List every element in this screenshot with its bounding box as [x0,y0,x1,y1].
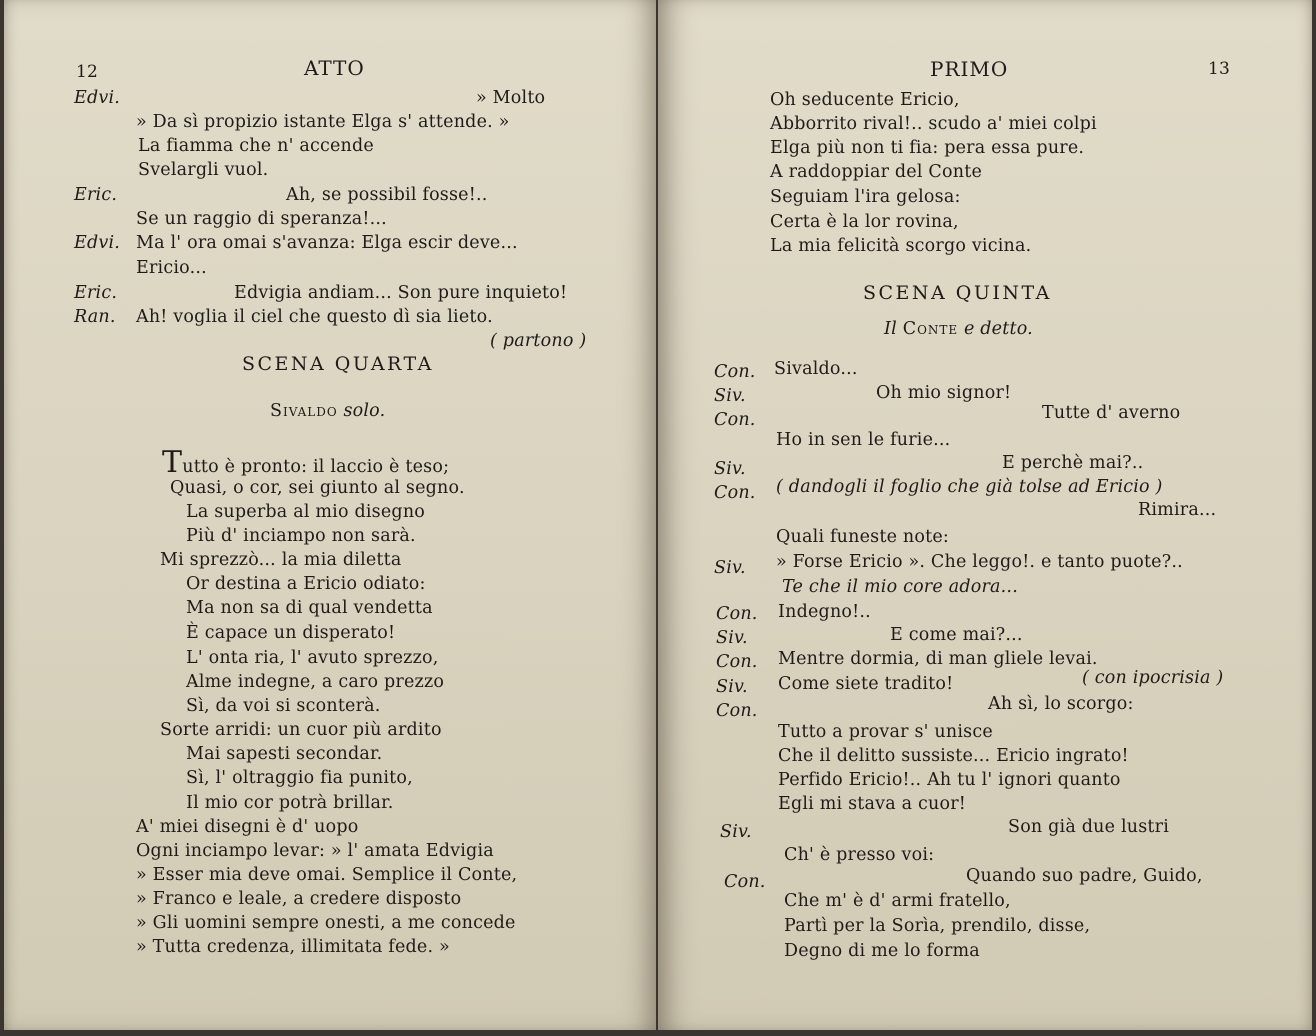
verse-line: » Molto [476,88,546,108]
scene-title: SCENA QUINTA [863,282,1052,304]
verse-line: Te che il mio core adora... [782,577,1018,597]
left-page [4,0,656,1030]
verse-line: Ericio... [136,258,207,278]
verse-line: Più d' inciampo non sarà. [186,526,416,546]
verse-line: Mai sapesti secondar. [186,744,383,764]
drop-cap: T [162,445,183,480]
verse-line: Che m' è d' armi fratello, [784,891,1011,911]
verse-line: La superba al mio disegno [186,502,426,522]
speaker-label: Con. [716,604,758,624]
verse-line: Quasi, o cor, sei giunto al segno. [170,478,465,498]
scene-cast: Il Conte e detto. [884,319,1033,339]
verse-line: Che il delitto sussiste... Ericio ingrato! [778,746,1129,766]
verse-line: Se un raggio di speranza!... [136,209,387,229]
verse-line: Tutto a provar s' unisce [778,722,993,742]
verse-line: L' onta ria, l' avuto sprezzo, [186,648,439,668]
verse-line: Mi sprezzò... la mia diletta [160,550,402,570]
running-head: PRIMO [930,57,1009,81]
verse-line: Ah sì, lo scorgo: [988,694,1134,714]
verse-line: Perfido Ericio!.. Ah tu l' ignori quanto [778,770,1121,790]
verse-line: Ho in sen le furie... [776,430,951,450]
speaker-label: Siv. [716,628,748,648]
verse-line: » Esser mia deve omai. Semplice il Conte, [136,865,518,885]
speaker-label: Siv. [714,386,746,406]
speaker-label: Con. [716,652,758,672]
verse-line: Rimira... [1138,500,1217,520]
speaker-label: Eric. [74,185,118,205]
speaker-label: Con. [714,362,756,382]
running-head: ATTO [304,56,365,80]
verse-line: Oh seducente Ericio, [770,90,960,110]
verse-line: A raddoppiar del Conte [770,162,983,182]
verse-line: Alme indegne, a caro prezzo [186,672,445,692]
speaker-label: Con. [724,872,766,892]
verse-line: Certa è la lor rovina, [770,212,959,232]
verse-line: Son già due lustri [1008,817,1169,837]
stage-direction: ( dandogli il foglio che già tolse ad Ericio ) [776,477,1163,497]
verse-line: » Da sì propizio istante Elga s' attende. » [136,112,510,132]
verse-line: E come mai?... [890,625,1023,645]
verse-line: Tutto è pronto: il laccio è teso; [162,445,450,480]
verse-line: Svelargli vuol. [138,160,269,180]
speaker-label: Siv. [716,677,748,697]
cast-note: solo. [343,401,386,421]
verse-line: Egli mi stava a cuor! [778,794,967,814]
verse-line: Or destina a Ericio odiato: [186,574,426,594]
verse-line: Indegno!.. [778,602,871,622]
verse-line: Seguiam l'ira gelosa: [770,187,961,207]
verse-line: Ah! voglia il ciel che questo dì sia lieto. [136,307,493,327]
page-number: 13 [1208,59,1231,79]
verse-line: Degno di me lo forma [784,941,980,961]
stage-direction: ( con ipocrisia ) [1082,668,1224,688]
verse-line: Sì, l' oltraggio fia punito, [186,768,413,788]
speaker-label: Edvi. [74,233,121,253]
speaker-label: Con. [714,483,756,503]
verse-line: Elga più non ti fia: pera essa pure. [770,138,1085,158]
stage-direction: ( partono ) [490,331,587,351]
verse-line: Ah, se possibil fosse!.. [286,185,488,205]
verse-line: Ch' è presso voi: [784,845,935,865]
verse-line: Il mio cor potrà brillar. [186,793,394,813]
speaker-label: Con. [714,410,756,430]
right-page [658,0,1312,1030]
verse-line: Ma l' ora omai s'avanza: Elga escir deve... [136,233,518,253]
scene-title: SCENA QUARTA [242,353,434,375]
verse-line: La mia felicità scorgo vicina. [770,236,1032,256]
verse-line: » Forse Ericio ». Che leggo!. e tanto puote?.. [776,552,1183,572]
page-number: 12 [76,62,99,82]
verse-line: La fiamma che n' accende [138,136,374,156]
verse-line: Ogni inciampo levar: » l' amata Edvigia [136,841,494,861]
character-name: Sivaldo [270,401,338,421]
speaker-label: Con. [716,701,758,721]
verse-line: Come siete tradito! [778,674,954,694]
speaker-label: Eric. [74,283,118,303]
speaker-label: Siv. [720,822,752,842]
verse-line: E perchè mai?.. [1002,453,1144,473]
speaker-label: Siv. [714,558,746,578]
verse-line: Quando suo padre, Guido, [966,866,1203,886]
verse-line: Edvigia andiam... Son pure inquieto! [234,283,568,303]
verse-line: Partì per la Sorìa, prendilo, disse, [784,916,1091,936]
speaker-label: Ran. [74,307,116,327]
verse-line: » Franco e leale, a credere disposto [136,889,462,909]
character-name: Conte [902,319,959,339]
verse-line: Mentre dormia, di man gliele levai. [778,649,1098,669]
verse-line: Tutte d' averno [1042,403,1181,423]
verse-line: Quali funeste note: [776,527,950,547]
cast-note: e detto. [963,319,1033,339]
verse-line: Oh mio signor! [876,383,1012,403]
verse-line: Abborrito rival!.. scudo a' miei colpi [770,114,1097,134]
verse-line: A' miei disegni è d' uopo [136,817,359,837]
verse-line: Sorte arridi: un cuor più ardito [160,720,442,740]
scene-cast [270,400,385,422]
verse-line: È capace un disperato! [186,623,396,643]
verse-line: Sì, da voi si sconterà. [186,696,381,716]
verse-line: Ma non sa di qual vendetta [186,598,433,618]
speaker-label: Siv. [714,459,746,479]
speaker-label: Edvi. [74,88,121,108]
verse-line: » Gli uomini sempre onesti, a me concede [136,913,516,933]
verse-line: » Tutta credenza, illimitata fede. » [136,937,450,957]
verse-line: Sivaldo... [774,359,858,379]
